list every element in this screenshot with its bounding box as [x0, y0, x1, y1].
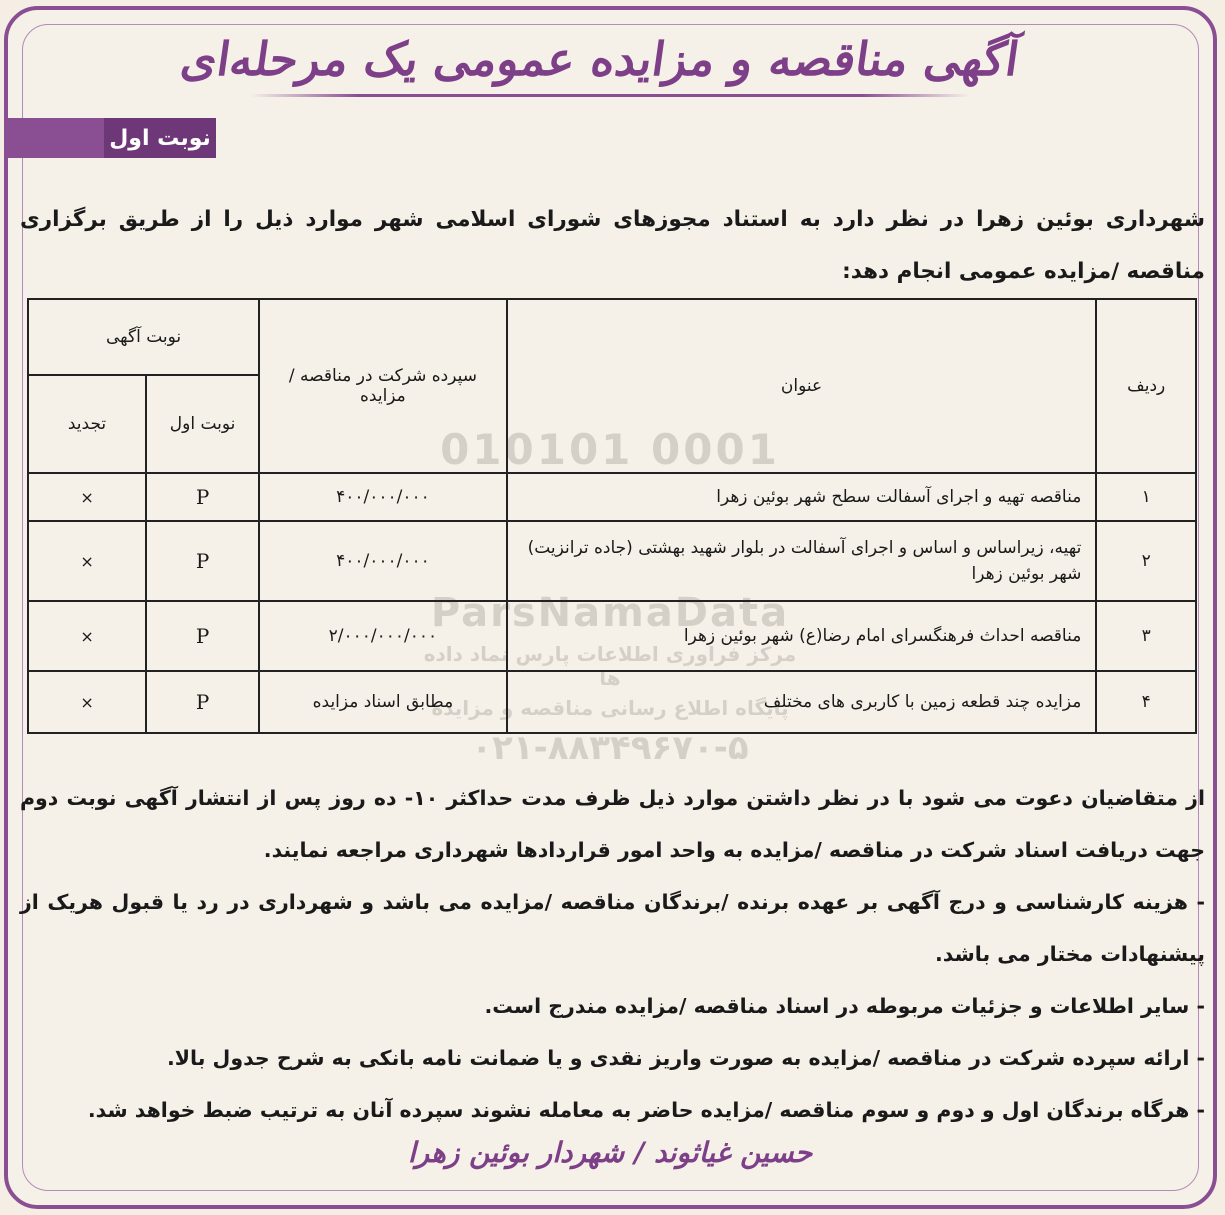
row-renewal: × [28, 671, 146, 733]
row-title: مزایده چند قطعه زمین با کاربری های مختلف [507, 671, 1097, 733]
row-renewal: × [28, 601, 146, 671]
row-first-round: P [146, 521, 259, 601]
round-badge: نوبت اول [104, 118, 216, 158]
row-deposit: ۴۰۰/۰۰۰/۰۰۰ [259, 473, 507, 521]
signature: حسین غیاثوند / شهردار بوئین زهرا [407, 1136, 813, 1169]
title-underline [250, 94, 970, 97]
condition-paragraph: - هزینه کارشناسی و درج آگهی بر عهده برنده /برندگان مناقصه /مزایده می باشد و شهرداری در رد یا قبول هریک از پیشنهادات مختار می باشد. [20, 890, 1205, 966]
condition-paragraph: از متقاضیان دعوت می شود با در نظر داشتن موارد ذیل ظرف مدت حداکثر ۱۰- ده روز پس از انتشار آگهی نوبت دوم جهت دریافت اسناد شرکت در مناقصه /مزایده به واحد امور قراردادها شهرداری مراجعه نمایند. [20, 786, 1205, 862]
row-deposit: ۴۰۰/۰۰۰/۰۰۰ [259, 521, 507, 601]
row-num: ۳ [1096, 601, 1196, 671]
conditions-text [20, 772, 1205, 1136]
header-deposit: سپرده شرکت در مناقصه /مزایده [259, 299, 507, 473]
header-row-num: ردیف [1096, 299, 1196, 473]
row-num: ۲ [1096, 521, 1196, 601]
header-title: عنوان [507, 299, 1097, 473]
table-row [28, 601, 1196, 671]
condition-paragraph: - هرگاه برندگان اول و دوم و سوم مناقصه /مزایده حاضر به معامله نشوند سپرده آنان به ترتیب ضبط خواهد شد. [87, 1098, 1205, 1122]
row-renewal: × [28, 473, 146, 521]
table-row [28, 671, 1196, 733]
intro-paragraph: شهرداری بوئین زهرا در نظر دارد به استناد مجوزهای شورای اسلامی شهر موارد ذیل را از طریق برگزاری مناقصه /مزایده عمومی انجام دهد: [20, 207, 1205, 284]
row-title: مناقصه تهیه و اجرای آسفالت سطح شهر بوئین زهرا [507, 473, 1097, 521]
table-row [28, 521, 1196, 601]
condition-paragraph: - ارائه سپرده شرکت در مناقصه /مزایده به صورت واریز نقدی و یا ضمانت نامه بانکی به شرح جدول بالا. [166, 1046, 1205, 1070]
condition-paragraph: - سایر اطلاعات و جزئیات مربوطه در اسناد مناقصه /مزایده مندرج است. [484, 994, 1205, 1018]
row-first-round: P [146, 473, 259, 521]
row-title: تهیه، زیراساس و اساس و اجرای آسفالت در بلوار شهید بهشتی (جاده ترانزیت) شهر بوئین زهرا [507, 521, 1097, 601]
row-deposit: ۲/۰۰۰/۰۰۰/۰۰۰ [259, 601, 507, 671]
row-first-round: P [146, 601, 259, 671]
row-first-round: P [146, 671, 259, 733]
row-renewal: × [28, 521, 146, 601]
header-renewal: تجدید [28, 375, 146, 473]
header-first-round: نوبت اول [146, 375, 259, 473]
row-deposit: مطابق اسناد مزایده [259, 671, 507, 733]
items-table [27, 298, 1197, 734]
table-row [28, 473, 1196, 521]
row-num: ۴ [1096, 671, 1196, 733]
header-ad-round: نوبت آگهی [28, 299, 259, 375]
row-title: مناقصه احداث فرهنگسرای امام رضا(ع) شهر بوئین زهرا [507, 601, 1097, 671]
notice-title: آگهی مناقصه و مزایده عمومی یک مرحله‌ای [177, 32, 1023, 86]
row-num: ۱ [1096, 473, 1196, 521]
